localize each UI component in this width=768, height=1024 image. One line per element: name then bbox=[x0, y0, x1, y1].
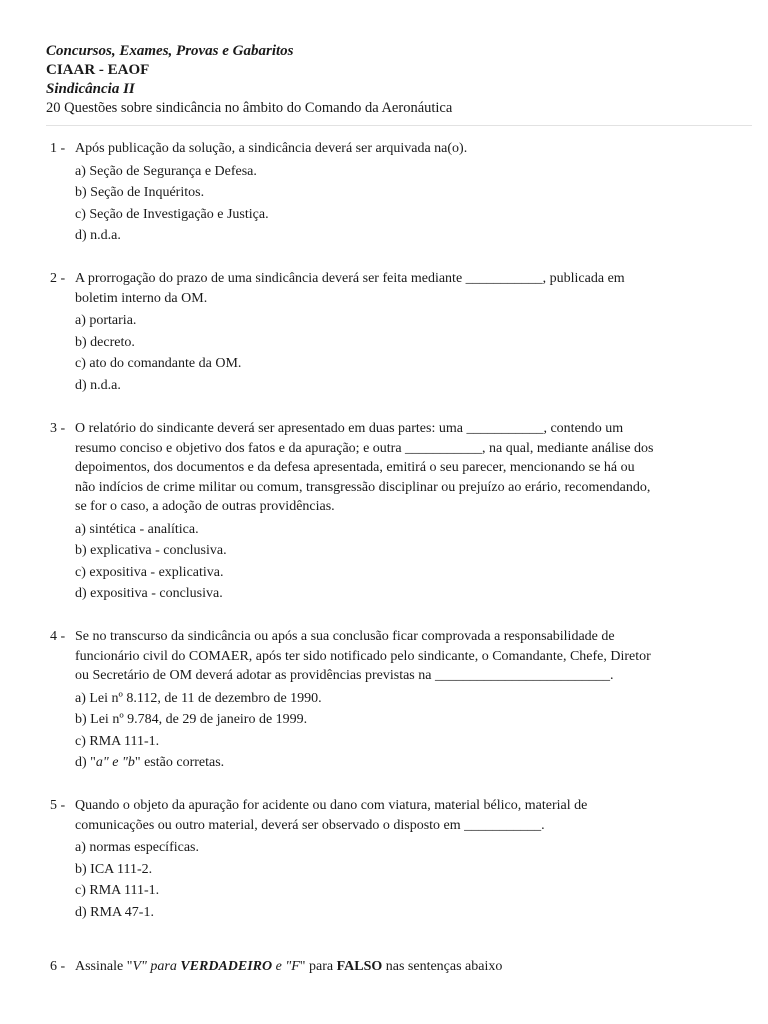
option-d: d) RMA 47-1. bbox=[75, 904, 154, 920]
header-category: Concursos, Exames, Provas e Gabaritos bbox=[46, 43, 294, 59]
header-divider bbox=[46, 125, 752, 126]
header-subject: Sindicância II bbox=[46, 81, 135, 97]
option-a: a) sintética - analítica. bbox=[75, 521, 199, 537]
option-b: b) decreto. bbox=[75, 334, 135, 350]
header-exam: CIAAR - EAOF bbox=[46, 62, 150, 78]
option-d-italic: a" e "b bbox=[95, 755, 135, 770]
text-fragment-italic: e "F bbox=[272, 959, 300, 974]
option-c: c) RMA 111-1. bbox=[75, 733, 160, 749]
question-text-line: comunicações ou outro material, deverá ser observado o disposto em ___________. bbox=[75, 817, 545, 833]
option-b: b) Lei nº 9.784, de 29 de janeiro de 1999. bbox=[75, 712, 308, 727]
document-header bbox=[46, 42, 736, 118]
question-number: 2 - bbox=[50, 271, 66, 286]
option-d bbox=[75, 752, 730, 774]
option-c: c) Seção de Investigação e Justiça. bbox=[75, 206, 269, 222]
question-text-line: O relatório do sindicante deverá ser apresentado em duas partes: uma ___________, contendo um bbox=[75, 421, 624, 436]
text-fragment: Assinale " bbox=[75, 959, 133, 974]
option-a: a) Lei nº 8.112, de 11 de dezembro de 1990. bbox=[75, 690, 322, 706]
question-text-line: Quando o objeto da apuração for acidente ou dano com viatura, material bélico, material de bbox=[75, 798, 588, 813]
text-fragment-bold-italic: VERDADEIRO bbox=[180, 959, 273, 974]
option-d-suffix: " estão corretas. bbox=[134, 755, 225, 770]
question-text-line bbox=[75, 957, 730, 977]
option-b: b) explicativa - conclusiva. bbox=[75, 543, 227, 558]
question-text-line: Após publicação da solução, a sindicância deverá ser arquivada na(o). bbox=[75, 141, 468, 156]
question-text-line: funcionário civil do COMAER, após ter sido notificado pelo sindicante, o Comandante, Chefe, Diretor bbox=[75, 648, 651, 664]
question-text-line: ou Secretário de OM deverá adotar as providências previstas na _________________________. bbox=[75, 668, 614, 683]
option-d: d) expositiva - conclusiva. bbox=[75, 586, 223, 601]
option-d-prefix: d) " bbox=[75, 755, 96, 770]
question-number: 6 - bbox=[50, 959, 66, 974]
question-text-line: resumo conciso e objetivo dos fatos e da apuração; e outra ___________, na qual, mediante análise dos bbox=[75, 440, 654, 456]
option-a: a) normas específicas. bbox=[75, 840, 199, 855]
option-b: b) Seção de Inquéritos. bbox=[75, 185, 205, 200]
question-text-line: boletim interno da OM. bbox=[75, 290, 208, 306]
option-c: c) expositiva - explicativa. bbox=[75, 564, 224, 580]
text-fragment: nas sentenças abaixo bbox=[382, 959, 503, 974]
option-a: a) Seção de Segurança e Defesa. bbox=[75, 163, 257, 179]
text-fragment: " para bbox=[299, 959, 337, 974]
question-number: 5 - bbox=[50, 798, 66, 813]
question-text-line: Se no transcurso da sindicância ou após a sua conclusão ficar comprovada a responsabilidade de bbox=[75, 629, 615, 644]
option-b: b) ICA 111-2. bbox=[75, 861, 153, 877]
option-d: d) n.d.a. bbox=[75, 377, 121, 393]
question-text-line: se for o caso, a adoção de outras providências. bbox=[75, 499, 335, 514]
option-d: d) n.d.a. bbox=[75, 228, 121, 243]
question-text-line: não indícios de crime militar ou comum, transgressão disciplinar ou prejuízo ao erário, recomendando, bbox=[75, 479, 651, 495]
option-c: c) ato do comandante da OM. bbox=[75, 356, 242, 371]
question-text-line: A prorrogação do prazo de uma sindicância deverá ser feita mediante ___________, publicada em bbox=[75, 271, 625, 286]
option-c: c) RMA 111-1. bbox=[75, 883, 160, 898]
question-text-line: depoimentos, dos documentos e da defesa apresentada, emitirá o seu parecer, mencionando se há ou bbox=[75, 460, 635, 475]
question-number: 1 - bbox=[50, 141, 66, 156]
question-number: 3 - bbox=[50, 421, 66, 436]
question-number: 4 - bbox=[50, 629, 66, 644]
header-description: 20 Questões sobre sindicância no âmbito do Comando da Aeronáutica bbox=[46, 100, 453, 116]
text-fragment-bold: FALSO bbox=[336, 959, 383, 974]
text-fragment-italic: V" para bbox=[132, 959, 181, 974]
option-a: a) portaria. bbox=[75, 313, 137, 328]
